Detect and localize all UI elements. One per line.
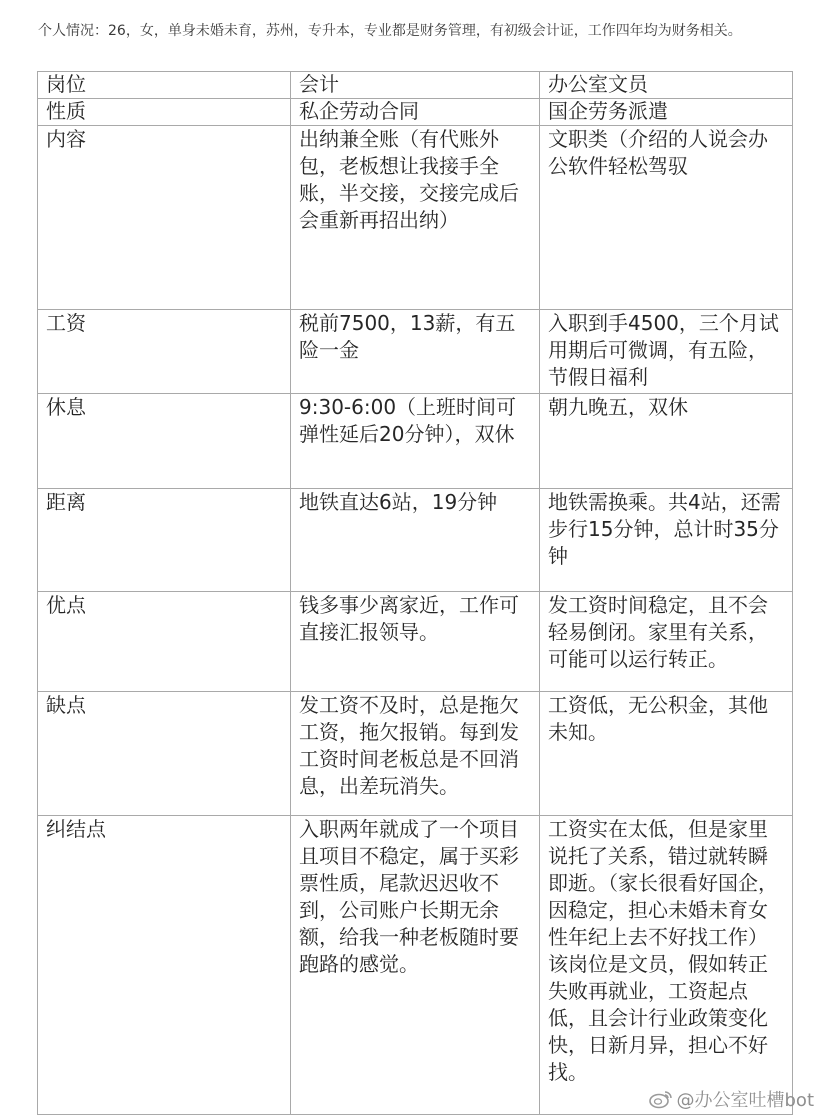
row-label: 内容	[38, 126, 291, 310]
row-label: 性质	[38, 99, 291, 126]
office-clerk-cell: 朝九晚五，双休	[540, 394, 793, 489]
accountant-cell: 发工资不及时，总是拖欠工资，拖欠报销。每到发工资时间老板总是不回消息，出差玩消失。	[291, 692, 540, 816]
personal-situation-text: 个人情况：26，女，单身未婚未育，苏州，专升本，专业都是财务管理，有初级会计证，工作四年均为财务相关。	[38, 23, 742, 39]
table-row-pros	[38, 592, 793, 692]
watermark-text: @办公室吐槽bot	[676, 1090, 814, 1111]
row-label: 纠结点	[38, 816, 291, 1115]
header-accountant: 会计	[291, 72, 540, 99]
weibo-watermark	[649, 1086, 815, 1112]
accountant-cell: 地铁直达6站，19分钟	[291, 489, 540, 592]
table-row-nature	[38, 99, 793, 126]
accountant-cell: 9:30-6:00（上班时间可弹性延后20分钟），双休	[291, 394, 540, 489]
accountant-cell: 税前7500，13薪，有五险一金	[291, 310, 540, 394]
job-comparison-table	[37, 71, 793, 1115]
header-office-clerk: 办公室文员	[540, 72, 793, 99]
office-clerk-cell: 工资低，无公积金，其他未知。	[540, 692, 793, 816]
table-row-content	[38, 126, 793, 310]
office-clerk-cell: 入职到手4500，三个月试用期后可微调，有五险，节假日福利	[540, 310, 793, 394]
header-position: 岗位	[38, 72, 291, 99]
accountant-cell: 钱多事少离家近，工作可直接汇报领导。	[291, 592, 540, 692]
row-label: 优点	[38, 592, 291, 692]
table-row-salary	[38, 310, 793, 394]
table-header-row	[38, 72, 793, 99]
office-clerk-cell: 发工资时间稳定，且不会轻易倒闭。家里有关系，可能可以运行转正。	[540, 592, 793, 692]
weibo-icon	[649, 1089, 673, 1109]
row-label: 工资	[38, 310, 291, 394]
table-row-dilemma	[38, 816, 793, 1115]
row-label: 缺点	[38, 692, 291, 816]
office-clerk-cell: 国企劳务派遣	[540, 99, 793, 126]
table-row-distance	[38, 489, 793, 592]
table-row-cons	[38, 692, 793, 816]
accountant-cell: 出纳兼全账（有代账外包，老板想让我接手全账，半交接，交接完成后会重新再招出纳）	[291, 126, 540, 310]
office-clerk-cell: 地铁需换乘。共4站，还需步行15分钟，总计时35分钟	[540, 489, 793, 592]
row-label: 休息	[38, 394, 291, 489]
office-clerk-cell: 工资实在太低，但是家里说托了关系，错过就转瞬即逝。（家长很看好国企，因稳定，担心未婚未育女性年纪上去不好找工作）该岗位是文员，假如转正失败再就业，工资起点低，且会计行业政策变化快，日新月异，担心不好找。	[540, 816, 793, 1115]
row-label: 距离	[38, 489, 291, 592]
accountant-cell: 私企劳动合同	[291, 99, 540, 126]
office-clerk-cell: 文职类（介绍的人说会办公软件轻松驾驭	[540, 126, 793, 310]
accountant-cell: 入职两年就成了一个项目且项目不稳定，属于买彩票性质，尾款迟迟收不到，公司账户长期无余额，给我一种老板随时要跑路的感觉。	[291, 816, 540, 1115]
table-row-rest	[38, 394, 793, 489]
